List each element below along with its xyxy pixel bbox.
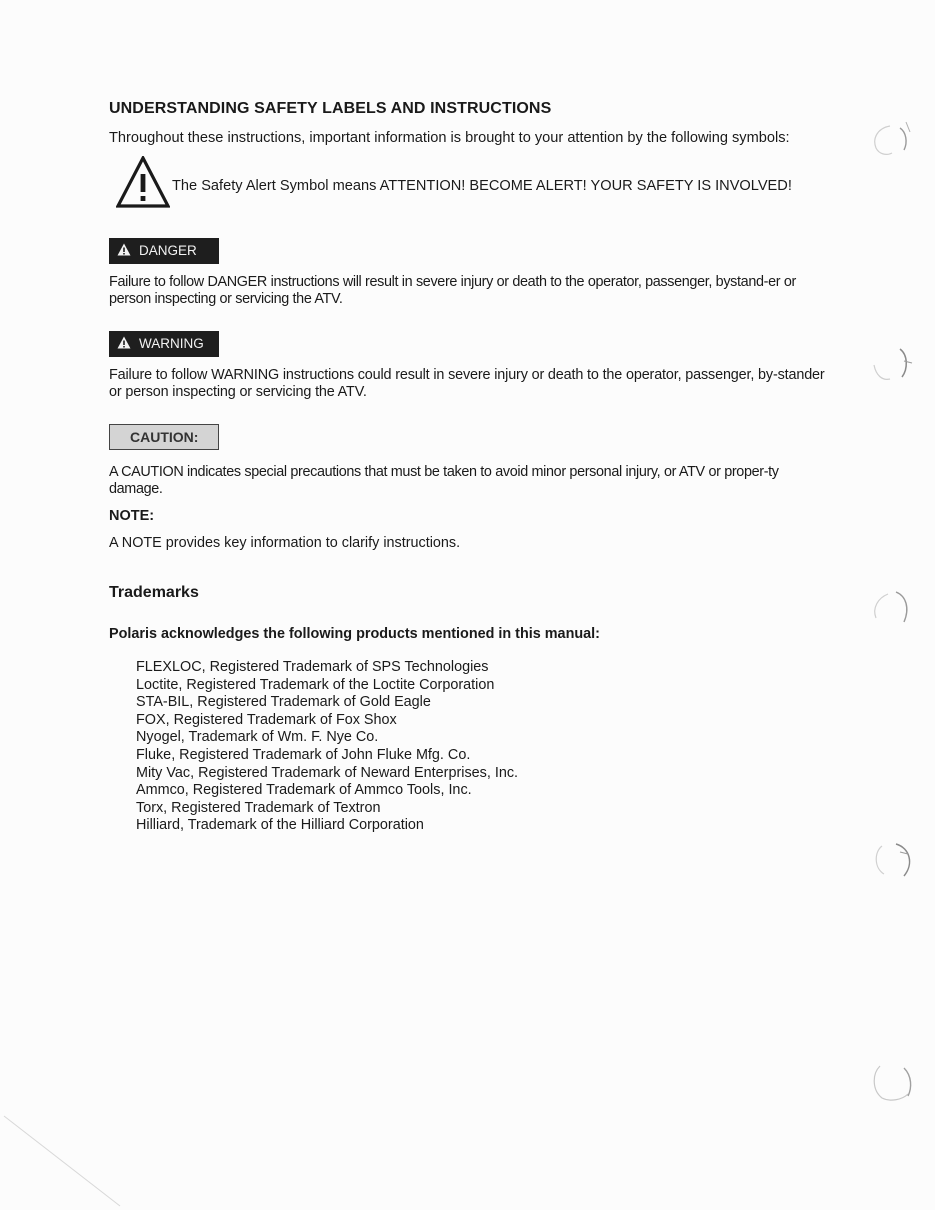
note-description: A NOTE provides key information to clarify instructions. — [109, 535, 461, 551]
list-item: STA-BIL, Registered Trademark of Gold Eagle — [136, 694, 431, 711]
list-item: Fluke, Registered Trademark of John Fluke Mfg. Co. — [136, 746, 471, 763]
list-item: Mity Vac, Registered Trademark of Neward Enterprises, Inc. — [136, 764, 519, 781]
trademarks-acknowledgement: Polaris acknowledges the following products mentioned in this manual: — [109, 626, 600, 642]
punch-hole-icon — [860, 830, 930, 890]
warning-label-text: WARNING — [139, 336, 204, 351]
warning-triangle-icon — [116, 156, 170, 208]
warning-description: Failure to follow WARNING instructions could result in severe injury or death to the operator, passenger, by-stander or person inspecting or servicing the ATV. — [109, 367, 825, 400]
intro-text: Throughout these instructions, important information is brought to your attention by the following symbols: — [109, 130, 790, 146]
punch-hole-icon — [860, 1052, 930, 1112]
warning-label — [109, 331, 219, 357]
punch-hole-icon — [860, 112, 930, 172]
list-item: Torx, Registered Trademark of Textron — [136, 799, 381, 816]
danger-label-text: DANGER — [139, 243, 197, 258]
caution-label: CAUTION: — [109, 424, 219, 450]
trademark-list — [136, 659, 518, 835]
safety-alert-text: The Safety Alert Symbol means ATTENTION! BECOME ALERT! YOUR SAFETY IS INVOLVED! — [172, 178, 792, 194]
danger-label — [109, 238, 219, 264]
list-item: FLEXLOC, Registered Trademark of SPS Technologies — [136, 659, 489, 675]
list-item: Loctite, Registered Trademark of the Loctite Corporation — [136, 676, 495, 693]
punch-hole-icon — [860, 580, 930, 640]
page-heading: UNDERSTANDING SAFETY LABELS AND INSTRUCTIONS — [109, 100, 552, 117]
list-item: Nyogel, Trademark of Wm. F. Nye Co. — [136, 729, 379, 746]
list-item: Hilliard, Trademark of the Hilliard Corporation — [136, 817, 424, 834]
danger-warning-icon — [117, 243, 131, 256]
caution-description: A CAUTION indicates special precautions that must be taken to avoid minor personal injury, or ATV or proper-ty damage. — [109, 464, 779, 497]
scan-mark — [0, 1110, 130, 1210]
list-item: FOX, Registered Trademark of Fox Shox — [136, 711, 397, 728]
list-item: Ammco, Registered Trademark of Ammco Tools, Inc. — [136, 782, 472, 799]
danger-description: Failure to follow DANGER instructions will result in severe injury or death to the operator, passenger, bystand-er or person inspecting or servicing the ATV. — [109, 274, 796, 307]
trademarks-heading: Trademarks — [109, 584, 199, 601]
note-label: NOTE: — [109, 508, 155, 524]
safety-alert-row — [116, 156, 836, 210]
warning-icon — [117, 336, 131, 349]
punch-hole-icon — [860, 335, 930, 395]
